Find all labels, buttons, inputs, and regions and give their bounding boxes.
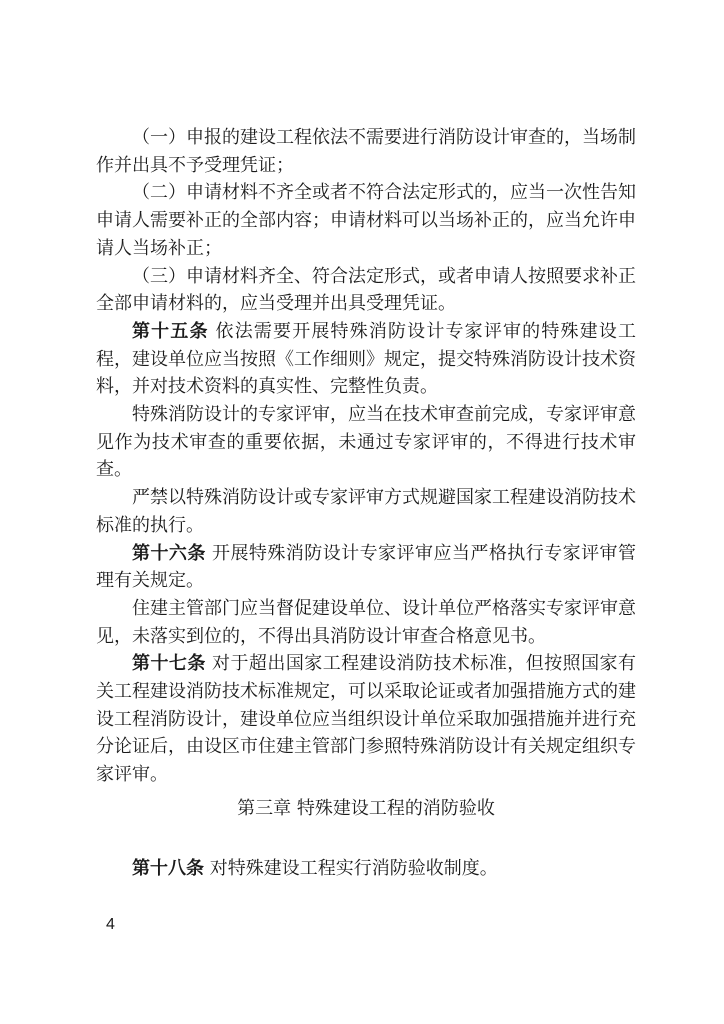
paragraph-text: 特殊消防设计的专家评审，应当在技术审查前完成，专家评审意见作为技术审查的重要依据，未通过专家评审的，不得进行技术审查。 [96,404,636,481]
article-number: 第十五条 [132,320,209,342]
chapter-heading: 第三章 特殊建设工程的消防验收 [237,798,495,819]
paragraph [96,650,636,789]
article-number: 第十六条 [132,542,206,564]
paragraph [96,263,636,318]
paragraph [96,484,636,539]
paragraph [96,855,636,882]
paragraph [96,318,636,401]
body-text [96,124,636,789]
article-number: 第十八条 [132,858,204,879]
paragraph [96,401,636,484]
paragraph-text: 开展特殊消防设计专家评审应当严格执行专家评审管理有关规定。 [96,542,636,592]
paragraph-text: 住建主管部门应当督促建设单位、设计单位严格落实专家评审意见，未落实到位的，不得出具消防设计审查合格意见书。 [96,597,636,647]
paragraph-text: 严禁以特殊消防设计或专家评审方式规避国家工程建设消防技术标准的执行。 [96,487,636,536]
paragraph-text: （三）申请材料齐全、符合法定形式，或者申请人按照要求补正全部申请材料的，应当受理并出具受理凭证。 [96,265,636,315]
paragraph-text: 依法需要开展特殊消防设计专家评审的特殊建设工程，建设单位应当按照《工作细则》规定，提交特殊消防设计技术资料，并对技术资料的真实性、完整性负责。 [96,320,636,398]
paragraph-text: 对于超出国家工程建设消防技术标准，但按照国家有关工程建设消防技术标准规定，可以采取论证或者加强措施方式的建设工程消防设计，建设单位应当组织设计单位采取加强措施并进行充分论证后，由设区市住建主管部门参照特殊消防设计有关规定组织专家评审。 [96,653,636,786]
paragraph [96,179,636,262]
page-number: 4 [106,916,115,933]
paragraph [96,124,636,179]
paragraph [96,540,636,595]
paragraph [96,595,636,650]
paragraph-text: （一）申报的建设工程依法不需要进行消防设计审查的，当场制作并出具不予受理凭证； [96,127,636,176]
paragraph-text: （二）申请材料不齐全或者不符合法定形式的，应当一次性告知申请人需要补正的全部内容；申请材料可以当场补正的，应当允许申请人当场补正； [96,182,636,259]
paragraph-text: 对特殊建设工程实行消防验收制度。 [204,858,498,879]
article-number: 第十七条 [132,653,206,675]
